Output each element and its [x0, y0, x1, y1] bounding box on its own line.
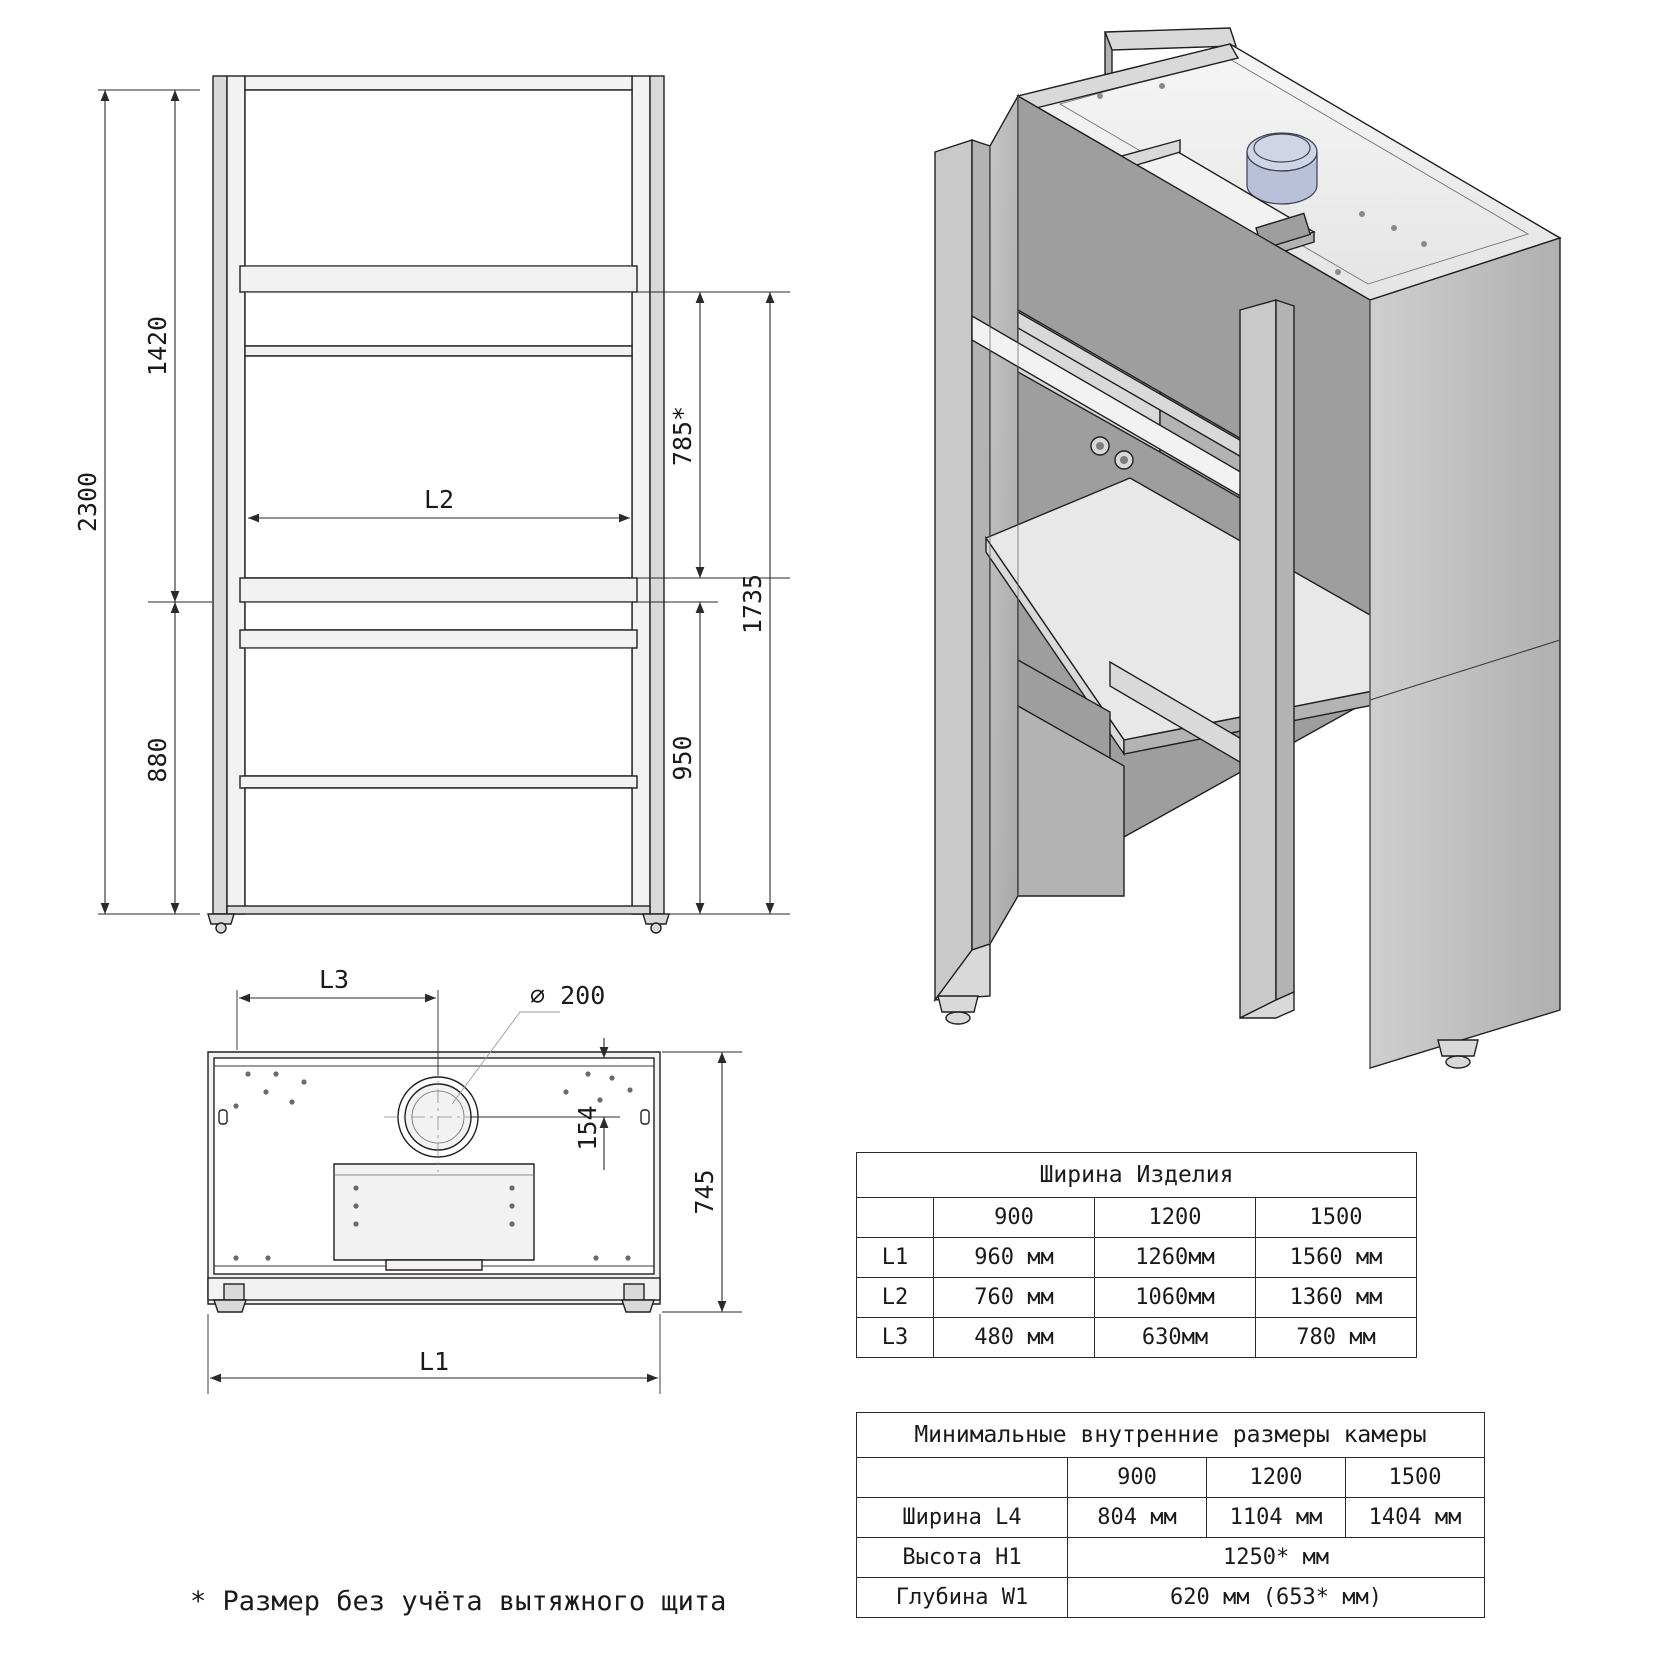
width-row-label-l3: L3: [857, 1318, 934, 1358]
chamber-row-label-height: Высота H1: [857, 1538, 1068, 1578]
l2-1200: 1060мм: [1095, 1278, 1256, 1318]
l4-1500: 1404 мм: [1346, 1498, 1485, 1538]
h1-value: 1250* мм: [1068, 1538, 1485, 1578]
chamber-col-1200: 1200: [1207, 1458, 1346, 1498]
dim-duct-offset-l3: L3: [318, 965, 350, 994]
dim-chamber-top-height: 1735: [738, 573, 767, 635]
l3-1500: 780 мм: [1256, 1318, 1417, 1358]
l4-1200: 1104 мм: [1207, 1498, 1346, 1538]
chamber-table-corner: [857, 1458, 1068, 1498]
width-table-col-1500: 1500: [1256, 1198, 1417, 1238]
dim-lower-section-height: 880: [143, 737, 172, 783]
dim-overall-height: 2300: [73, 471, 102, 533]
l2-1500: 1360 мм: [1256, 1278, 1417, 1318]
width-table-corner: [857, 1198, 934, 1238]
chamber-col-900: 900: [1068, 1458, 1207, 1498]
dim-worktop-height: 950: [668, 735, 697, 781]
l3-1200: 630мм: [1095, 1318, 1256, 1358]
l1-1500: 1560 мм: [1256, 1238, 1417, 1278]
w1-value: 620 мм (653* мм): [1068, 1578, 1485, 1618]
l2-900: 760 мм: [934, 1278, 1095, 1318]
width-row-label-l1: L1: [857, 1238, 934, 1278]
width-table-title: Ширина Изделия: [857, 1153, 1417, 1198]
l3-900: 480 мм: [934, 1318, 1095, 1358]
dim-width-l1: L1: [418, 1347, 450, 1376]
chamber-col-1500: 1500: [1346, 1458, 1485, 1498]
isometric-view: [935, 28, 1560, 1068]
l1-900: 960 мм: [934, 1238, 1095, 1278]
l1-1200: 1260мм: [1095, 1238, 1256, 1278]
dim-duct-center-offset: 154: [573, 1105, 602, 1151]
front-view: [73, 76, 790, 933]
top-view: [208, 965, 742, 1394]
chamber-row-label-depth: Глубина W1: [857, 1578, 1068, 1618]
table-row: [857, 1238, 1417, 1278]
dim-upper-section-height: 1420: [143, 315, 172, 377]
width-spec-table: [856, 1152, 1417, 1358]
table-row: [857, 1538, 1485, 1578]
dim-duct-diameter: ⌀ 200: [530, 981, 606, 1010]
dim-width-l2: L2: [423, 485, 455, 514]
width-row-label-l2: L2: [857, 1278, 934, 1318]
dim-sash-opening-height: 785*: [668, 405, 697, 467]
chamber-table-title: Минимальные внутренние размеры камеры: [857, 1413, 1485, 1458]
table-row: [857, 1318, 1417, 1358]
table-row: [857, 1578, 1485, 1618]
dim-depth: 745: [690, 1169, 719, 1215]
l4-900: 804 мм: [1068, 1498, 1207, 1538]
table-row: [857, 1498, 1485, 1538]
chamber-row-label-width: Ширина L4: [857, 1498, 1068, 1538]
footnote-text: * Размер без учёта вытяжного щита: [190, 1586, 727, 1617]
chamber-spec-table: [856, 1412, 1485, 1618]
width-table-col-900: 900: [934, 1198, 1095, 1238]
table-row: [857, 1278, 1417, 1318]
width-table-col-1200: 1200: [1095, 1198, 1256, 1238]
